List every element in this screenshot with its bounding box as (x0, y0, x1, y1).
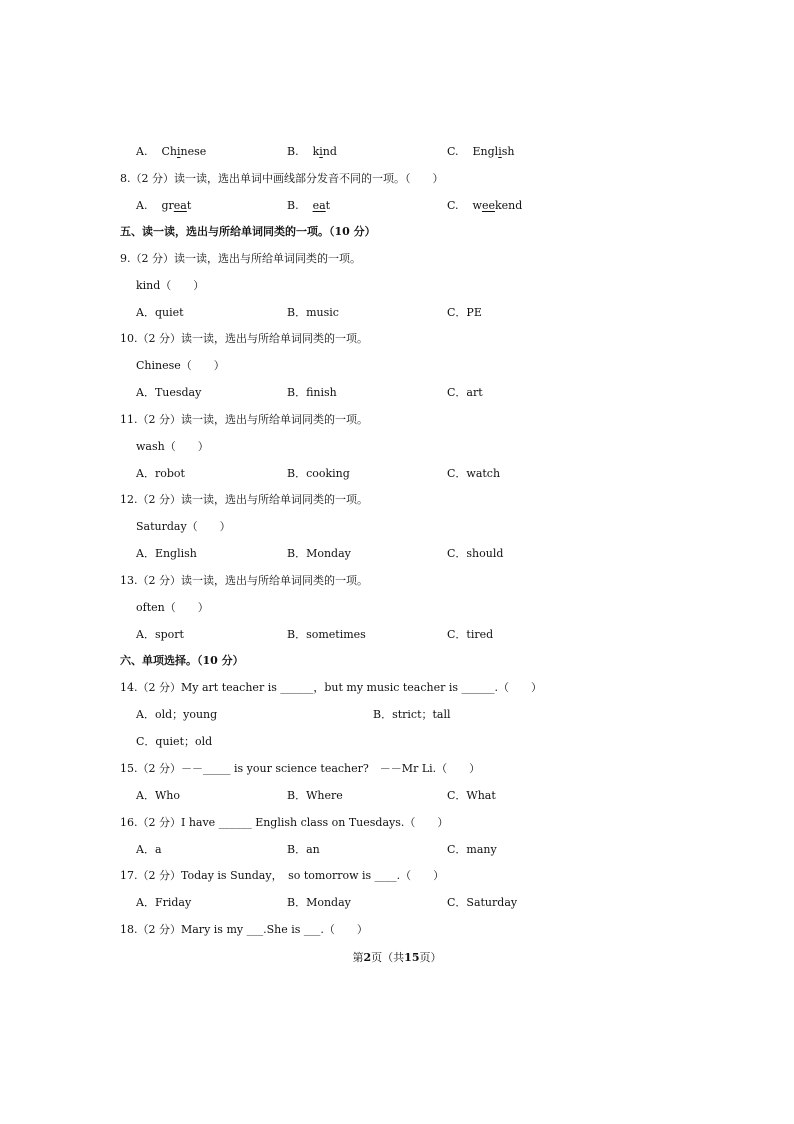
q7-option-c[interactable]: C. English (447, 145, 515, 158)
q17-option-b[interactable]: B．Monday (287, 896, 351, 909)
q16-option-c[interactable]: C．many (447, 843, 497, 856)
page-footer: 第2页（共15页） (352, 951, 442, 964)
q9-option-a[interactable]: A．quiet (136, 306, 184, 319)
q8-option-b[interactable]: B. eat (287, 199, 331, 212)
total-pages-number: 15 (404, 951, 420, 964)
q15-option-c[interactable]: C．What (447, 789, 496, 802)
q12-option-c[interactable]: C．should (447, 547, 504, 560)
q11-option-a[interactable]: A．robot (136, 467, 185, 480)
q9-option-c[interactable]: C．PE (447, 306, 482, 319)
q13-option-c[interactable]: C．tired (447, 628, 494, 641)
q12-option-b[interactable]: B．Monday (287, 547, 351, 560)
q16-option-b[interactable]: B．an (287, 843, 320, 856)
q14-option-a[interactable]: A．old；young (136, 708, 218, 721)
q15-option-b[interactable]: B．Where (287, 789, 343, 802)
q13-option-a[interactable]: A．sport (136, 628, 184, 641)
q14-option-c[interactable]: C．quiet；old (136, 735, 213, 748)
q9-option-b[interactable]: B．music (287, 306, 339, 319)
q10-option-a[interactable]: A．Tuesday (136, 386, 202, 399)
q8-option-a[interactable]: A. great (136, 199, 192, 212)
q7-option-a[interactable]: A. Chinese (136, 145, 207, 158)
q16-option-a[interactable]: A．a (136, 843, 162, 856)
q11-option-b[interactable]: B．cooking (287, 467, 350, 480)
current-page-number: 2 (363, 951, 372, 964)
q8-option-c[interactable]: C. weekend (447, 199, 523, 212)
q10-option-c[interactable]: C．art (447, 386, 483, 399)
q17-option-c[interactable]: C．Saturday (447, 896, 518, 909)
q11-option-c[interactable]: C．watch (447, 467, 501, 480)
q17-option-a[interactable]: A．Friday (136, 896, 192, 909)
q12-option-a[interactable]: A．English (136, 547, 197, 560)
q14-option-b[interactable]: B．strict；tall (373, 708, 451, 721)
q10-option-b[interactable]: B．finish (287, 386, 337, 399)
q15-option-a[interactable]: A．Who (136, 789, 180, 802)
q13-option-b[interactable]: B．sometimes (287, 628, 366, 641)
q7-option-b[interactable]: B. kind (287, 145, 337, 158)
